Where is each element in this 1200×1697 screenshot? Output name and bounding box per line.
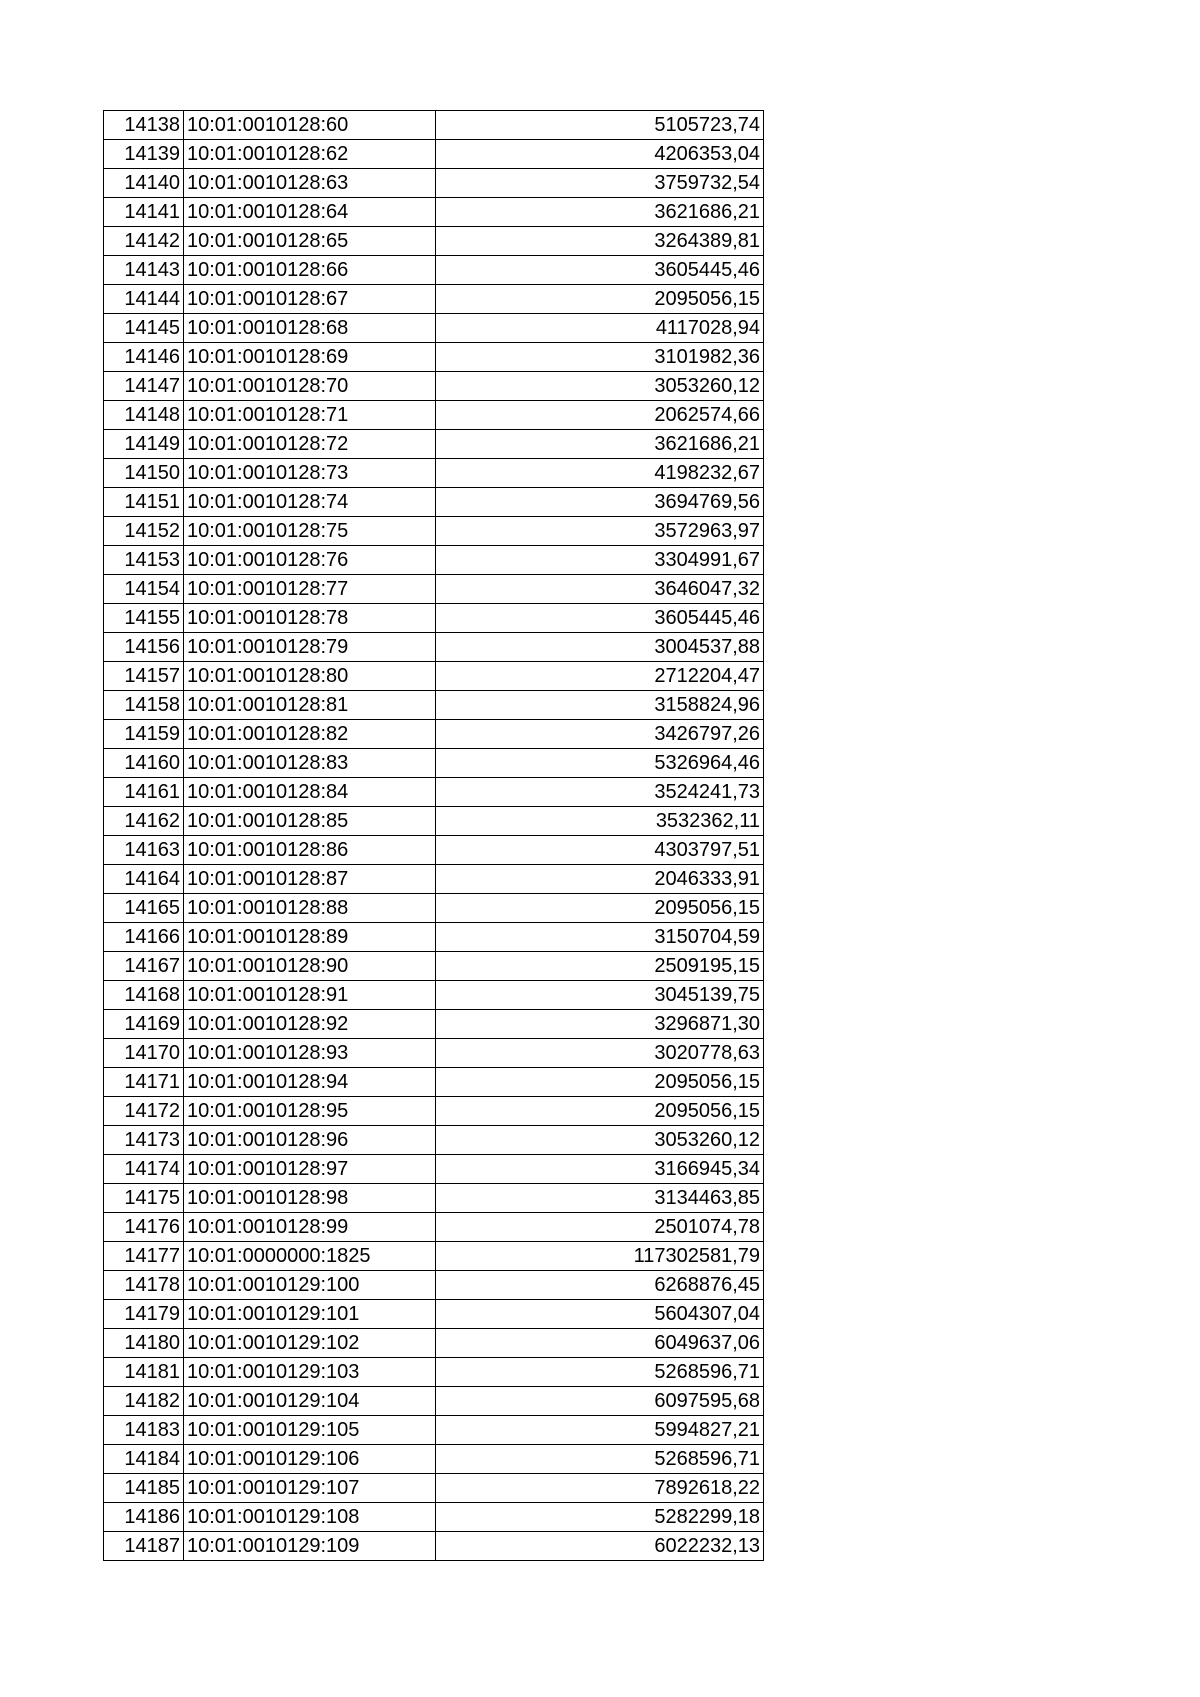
value-cell: 4206353,04: [436, 140, 764, 169]
value-cell: 3158824,96: [436, 691, 764, 720]
table-row: [104, 401, 764, 430]
value-cell: 3296871,30: [436, 1010, 764, 1039]
row-number-cell: 14183: [104, 1416, 184, 1445]
value-cell: 5268596,71: [436, 1358, 764, 1387]
table-row: [104, 1155, 764, 1184]
table-row: [104, 633, 764, 662]
value-cell: 3053260,12: [436, 372, 764, 401]
value-cell: 3532362,11: [436, 807, 764, 836]
table-row: [104, 227, 764, 256]
table-row: [104, 140, 764, 169]
cadastral-number-cell: 10:01:0010128:93: [184, 1039, 436, 1068]
table-row: [104, 430, 764, 459]
table-row: [104, 691, 764, 720]
cadastral-number-cell: 10:01:0010129:109: [184, 1532, 436, 1561]
value-cell: 6022232,13: [436, 1532, 764, 1561]
row-number-cell: 14187: [104, 1532, 184, 1561]
cadastral-number-cell: 10:01:0010128:68: [184, 314, 436, 343]
cadastral-number-cell: 10:01:0010129:100: [184, 1271, 436, 1300]
data-table: [103, 110, 764, 1561]
cadastral-number-cell: 10:01:0010128:60: [184, 111, 436, 140]
value-cell: 3020778,63: [436, 1039, 764, 1068]
row-number-cell: 14169: [104, 1010, 184, 1039]
row-number-cell: 14177: [104, 1242, 184, 1271]
cadastral-number-cell: 10:01:0010128:64: [184, 198, 436, 227]
row-number-cell: 14154: [104, 575, 184, 604]
row-number-cell: 14152: [104, 517, 184, 546]
cadastral-number-cell: 10:01:0010128:96: [184, 1126, 436, 1155]
value-cell: 3150704,59: [436, 923, 764, 952]
value-cell: 3694769,56: [436, 488, 764, 517]
table-row: [104, 1474, 764, 1503]
value-cell: 3004537,88: [436, 633, 764, 662]
cadastral-number-cell: 10:01:0010128:74: [184, 488, 436, 517]
cadastral-number-cell: 10:01:0010128:89: [184, 923, 436, 952]
row-number-cell: 14160: [104, 749, 184, 778]
value-cell: 3621686,21: [436, 430, 764, 459]
cadastral-number-cell: 10:01:0010129:102: [184, 1329, 436, 1358]
row-number-cell: 14142: [104, 227, 184, 256]
value-cell: 3524241,73: [436, 778, 764, 807]
value-cell: 2095056,15: [436, 1068, 764, 1097]
cadastral-number-cell: 10:01:0010128:78: [184, 604, 436, 633]
row-number-cell: 14153: [104, 546, 184, 575]
cadastral-number-cell: 10:01:0010128:86: [184, 836, 436, 865]
row-number-cell: 14158: [104, 691, 184, 720]
cadastral-number-cell: 10:01:0010128:69: [184, 343, 436, 372]
value-cell: 4198232,67: [436, 459, 764, 488]
table-row: [104, 1126, 764, 1155]
value-cell: 3621686,21: [436, 198, 764, 227]
cadastral-number-cell: 10:01:0010128:91: [184, 981, 436, 1010]
spreadsheet-page: [103, 110, 764, 1561]
row-number-cell: 14149: [104, 430, 184, 459]
row-number-cell: 14159: [104, 720, 184, 749]
value-cell: 3426797,26: [436, 720, 764, 749]
row-number-cell: 14166: [104, 923, 184, 952]
table-row: [104, 662, 764, 691]
row-number-cell: 14139: [104, 140, 184, 169]
value-cell: 3053260,12: [436, 1126, 764, 1155]
cadastral-number-cell: 10:01:0010128:85: [184, 807, 436, 836]
table-row: [104, 546, 764, 575]
value-cell: 6268876,45: [436, 1271, 764, 1300]
cadastral-number-cell: 10:01:0010129:106: [184, 1445, 436, 1474]
table-row: [104, 256, 764, 285]
table-body: [104, 111, 764, 1561]
row-number-cell: 14163: [104, 836, 184, 865]
row-number-cell: 14155: [104, 604, 184, 633]
value-cell: 2712204,47: [436, 662, 764, 691]
table-row: [104, 1503, 764, 1532]
row-number-cell: 14150: [104, 459, 184, 488]
cadastral-number-cell: 10:01:0010128:77: [184, 575, 436, 604]
table-row: [104, 1300, 764, 1329]
cadastral-number-cell: 10:01:0010128:82: [184, 720, 436, 749]
cadastral-number-cell: 10:01:0010128:97: [184, 1155, 436, 1184]
table-row: [104, 111, 764, 140]
table-row: [104, 1039, 764, 1068]
row-number-cell: 14179: [104, 1300, 184, 1329]
table-row: [104, 1532, 764, 1561]
table-row: [104, 807, 764, 836]
value-cell: 5326964,46: [436, 749, 764, 778]
row-number-cell: 14157: [104, 662, 184, 691]
table-row: [104, 575, 764, 604]
table-row: [104, 894, 764, 923]
row-number-cell: 14180: [104, 1329, 184, 1358]
cadastral-number-cell: 10:01:0000000:1825: [184, 1242, 436, 1271]
row-number-cell: 14138: [104, 111, 184, 140]
row-number-cell: 14156: [104, 633, 184, 662]
cadastral-number-cell: 10:01:0010129:108: [184, 1503, 436, 1532]
cadastral-number-cell: 10:01:0010128:79: [184, 633, 436, 662]
table-row: [104, 1445, 764, 1474]
value-cell: 3646047,32: [436, 575, 764, 604]
cadastral-number-cell: 10:01:0010128:95: [184, 1097, 436, 1126]
table-row: [104, 1213, 764, 1242]
cadastral-number-cell: 10:01:0010128:73: [184, 459, 436, 488]
cadastral-number-cell: 10:01:0010128:67: [184, 285, 436, 314]
table-row: [104, 488, 764, 517]
row-number-cell: 14147: [104, 372, 184, 401]
table-row: [104, 1387, 764, 1416]
table-row: [104, 1358, 764, 1387]
row-number-cell: 14186: [104, 1503, 184, 1532]
value-cell: 3605445,46: [436, 604, 764, 633]
cadastral-number-cell: 10:01:0010128:94: [184, 1068, 436, 1097]
value-cell: 3264389,81: [436, 227, 764, 256]
value-cell: 3572963,97: [436, 517, 764, 546]
table-row: [104, 314, 764, 343]
value-cell: 3045139,75: [436, 981, 764, 1010]
table-row: [104, 952, 764, 981]
table-row: [104, 1068, 764, 1097]
row-number-cell: 14141: [104, 198, 184, 227]
cadastral-number-cell: 10:01:0010129:105: [184, 1416, 436, 1445]
table-row: [104, 865, 764, 894]
table-row: [104, 981, 764, 1010]
value-cell: 5994827,21: [436, 1416, 764, 1445]
row-number-cell: 14168: [104, 981, 184, 1010]
value-cell: 5282299,18: [436, 1503, 764, 1532]
row-number-cell: 14145: [104, 314, 184, 343]
value-cell: 4303797,51: [436, 836, 764, 865]
cadastral-number-cell: 10:01:0010128:81: [184, 691, 436, 720]
table-row: [104, 720, 764, 749]
value-cell: 2501074,78: [436, 1213, 764, 1242]
row-number-cell: 14181: [104, 1358, 184, 1387]
row-number-cell: 14171: [104, 1068, 184, 1097]
row-number-cell: 14167: [104, 952, 184, 981]
table-row: [104, 1416, 764, 1445]
row-number-cell: 14164: [104, 865, 184, 894]
row-number-cell: 14185: [104, 1474, 184, 1503]
table-row: [104, 517, 764, 546]
table-row: [104, 459, 764, 488]
cadastral-number-cell: 10:01:0010128:75: [184, 517, 436, 546]
value-cell: 2095056,15: [436, 894, 764, 923]
value-cell: 3166945,34: [436, 1155, 764, 1184]
value-cell: 2095056,15: [436, 285, 764, 314]
table-row: [104, 604, 764, 633]
value-cell: 2095056,15: [436, 1097, 764, 1126]
row-number-cell: 14148: [104, 401, 184, 430]
cadastral-number-cell: 10:01:0010129:104: [184, 1387, 436, 1416]
row-number-cell: 14173: [104, 1126, 184, 1155]
cadastral-number-cell: 10:01:0010128:99: [184, 1213, 436, 1242]
table-row: [104, 285, 764, 314]
row-number-cell: 14178: [104, 1271, 184, 1300]
value-cell: 5105723,74: [436, 111, 764, 140]
table-row: [104, 923, 764, 952]
cadastral-number-cell: 10:01:0010128:87: [184, 865, 436, 894]
value-cell: 6097595,68: [436, 1387, 764, 1416]
cadastral-number-cell: 10:01:0010128:98: [184, 1184, 436, 1213]
cadastral-number-cell: 10:01:0010128:70: [184, 372, 436, 401]
row-number-cell: 14184: [104, 1445, 184, 1474]
cadastral-number-cell: 10:01:0010128:63: [184, 169, 436, 198]
row-number-cell: 14162: [104, 807, 184, 836]
table-row: [104, 1184, 764, 1213]
row-number-cell: 14151: [104, 488, 184, 517]
cadastral-number-cell: 10:01:0010128:84: [184, 778, 436, 807]
value-cell: 117302581,79: [436, 1242, 764, 1271]
table-row: [104, 1329, 764, 1358]
table-row: [104, 1242, 764, 1271]
cadastral-number-cell: 10:01:0010128:66: [184, 256, 436, 285]
value-cell: 3605445,46: [436, 256, 764, 285]
row-number-cell: 14161: [104, 778, 184, 807]
table-row: [104, 778, 764, 807]
value-cell: 3304991,67: [436, 546, 764, 575]
value-cell: 2062574,66: [436, 401, 764, 430]
cadastral-number-cell: 10:01:0010128:65: [184, 227, 436, 256]
row-number-cell: 14144: [104, 285, 184, 314]
row-number-cell: 14182: [104, 1387, 184, 1416]
cadastral-number-cell: 10:01:0010129:101: [184, 1300, 436, 1329]
value-cell: 4117028,94: [436, 314, 764, 343]
value-cell: 2509195,15: [436, 952, 764, 981]
table-row: [104, 1010, 764, 1039]
value-cell: 5604307,04: [436, 1300, 764, 1329]
row-number-cell: 14146: [104, 343, 184, 372]
row-number-cell: 14143: [104, 256, 184, 285]
value-cell: 3101982,36: [436, 343, 764, 372]
value-cell: 2046333,91: [436, 865, 764, 894]
table-row: [104, 198, 764, 227]
row-number-cell: 14176: [104, 1213, 184, 1242]
table-row: [104, 1097, 764, 1126]
cadastral-number-cell: 10:01:0010128:80: [184, 662, 436, 691]
cadastral-number-cell: 10:01:0010128:83: [184, 749, 436, 778]
table-row: [104, 169, 764, 198]
table-row: [104, 749, 764, 778]
table-row: [104, 372, 764, 401]
row-number-cell: 14170: [104, 1039, 184, 1068]
row-number-cell: 14140: [104, 169, 184, 198]
cadastral-number-cell: 10:01:0010129:107: [184, 1474, 436, 1503]
row-number-cell: 14174: [104, 1155, 184, 1184]
cadastral-number-cell: 10:01:0010128:62: [184, 140, 436, 169]
value-cell: 3134463,85: [436, 1184, 764, 1213]
cadastral-number-cell: 10:01:0010128:71: [184, 401, 436, 430]
row-number-cell: 14165: [104, 894, 184, 923]
row-number-cell: 14175: [104, 1184, 184, 1213]
table-row: [104, 1271, 764, 1300]
value-cell: 5268596,71: [436, 1445, 764, 1474]
cadastral-number-cell: 10:01:0010128:92: [184, 1010, 436, 1039]
cadastral-number-cell: 10:01:0010128:72: [184, 430, 436, 459]
cadastral-number-cell: 10:01:0010128:76: [184, 546, 436, 575]
row-number-cell: 14172: [104, 1097, 184, 1126]
cadastral-number-cell: 10:01:0010128:88: [184, 894, 436, 923]
cadastral-number-cell: 10:01:0010128:90: [184, 952, 436, 981]
value-cell: 6049637,06: [436, 1329, 764, 1358]
value-cell: 7892618,22: [436, 1474, 764, 1503]
table-row: [104, 343, 764, 372]
value-cell: 3759732,54: [436, 169, 764, 198]
table-row: [104, 836, 764, 865]
cadastral-number-cell: 10:01:0010129:103: [184, 1358, 436, 1387]
